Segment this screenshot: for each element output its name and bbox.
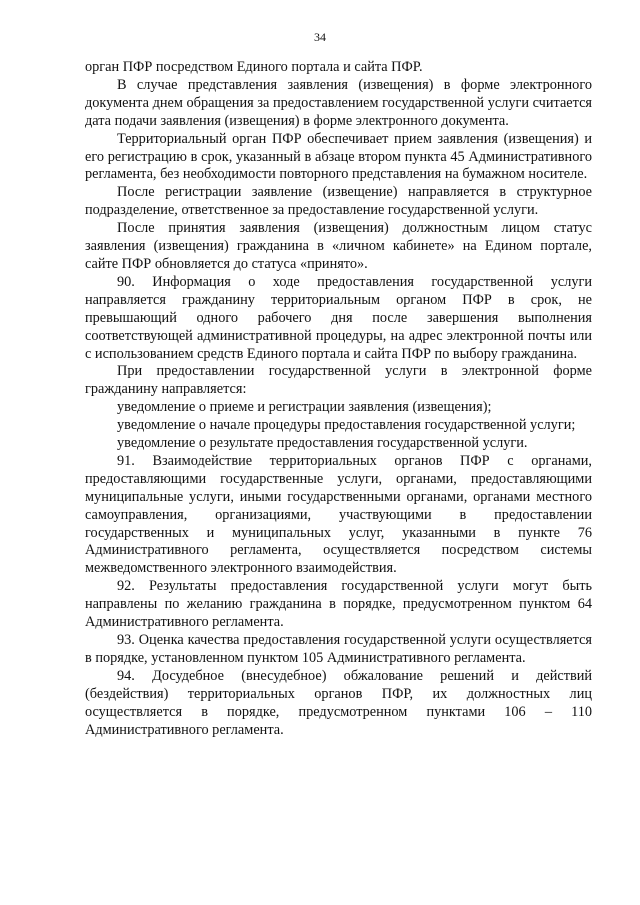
paragraph-continuation: орган ПФР посредством Единого портала и сайта ПФР. bbox=[85, 59, 423, 75]
paragraph-electronic-filing-date: В случае представления заявления (извещения) в форме электронного документа днем обращения за предоставлением государственной услуги считается дата подачи заявления (извещения) в форме электронного документа. bbox=[85, 76, 592, 129]
paragraph-status-update: После принятия заявления (извещения) должностным лицом статус заявления (извещения) гражданина в «личном кабинете» на Едином портале, сайте ПФР обновляется до статуса «принято». bbox=[85, 220, 592, 272]
paragraph-item-93: 93. Оценка качества предоставления государственной услуги осуществляется в порядке, установленном пунктом 105 Административного регламента. bbox=[85, 632, 592, 666]
paragraph-registration: Территориальный орган ПФР обеспечивает прием заявления (извещения) и его регистрацию в срок, указанный в абзаце втором пункта 45 Административного регламента, без необходимости повторного представления на бумажном носителе. bbox=[85, 130, 592, 183]
paragraph-notification-receipt: уведомление о приеме и регистрации заявления (извещения); bbox=[117, 399, 492, 416]
paragraph-routing: После регистрации заявление (извещение) направляется в структурное подразделение, ответственное за предоставление государственной услуги. bbox=[85, 184, 592, 219]
paragraph-item-92: 92. Результаты предоставления государственной услуги могут быть направлены по желанию гражданина в порядке, предусмотренном пунктом 64 Административного регламента. bbox=[85, 578, 592, 631]
paragraph-item-91: 91. Взаимодействие территориальных органов ПФР с органами, предоставляющими государственные услуги, органами, предоставляющими муниципальные услуги, иными государственными органами, органами местного самоуправления, организациями, участвующими в предоставлении государственных и муниципальных услуг, указанными в пункте 76 Административного регламента, осуществляется посредством системы межведомственного электронного взаимодействия. bbox=[85, 452, 592, 577]
document-body bbox=[85, 59, 592, 739]
paragraph-notification-start: уведомление о начале процедуры предоставления государственной услуги; bbox=[117, 417, 576, 434]
paragraph-item-94: 94. Досудебное (внесудебное) обжалование решений и действий (бездействия) территориальных органов ПФР, их должностных лиц осуществляется в порядке, предусмотренном пунктами 106 – 110 Административного регламента. bbox=[85, 667, 592, 738]
paragraph-item-90: 90. Информация о ходе предоставления государственной услуги направляется гражданину территориальным органом ПФР в срок, не превышающий одного рабочего дня после завершения выполнения соответствующей административной процедуры, на адрес электронной почты или с использованием средств Единого портала и сайта ПФР по выбору гражданина. bbox=[85, 273, 592, 362]
page-number: 34 bbox=[314, 30, 326, 44]
paragraph-notifications-intro: При предоставлении государственной услуги в электронной форме гражданину направляется: bbox=[85, 363, 592, 398]
paragraph-notification-result: уведомление о результате предоставления государственной услуги. bbox=[117, 435, 528, 452]
